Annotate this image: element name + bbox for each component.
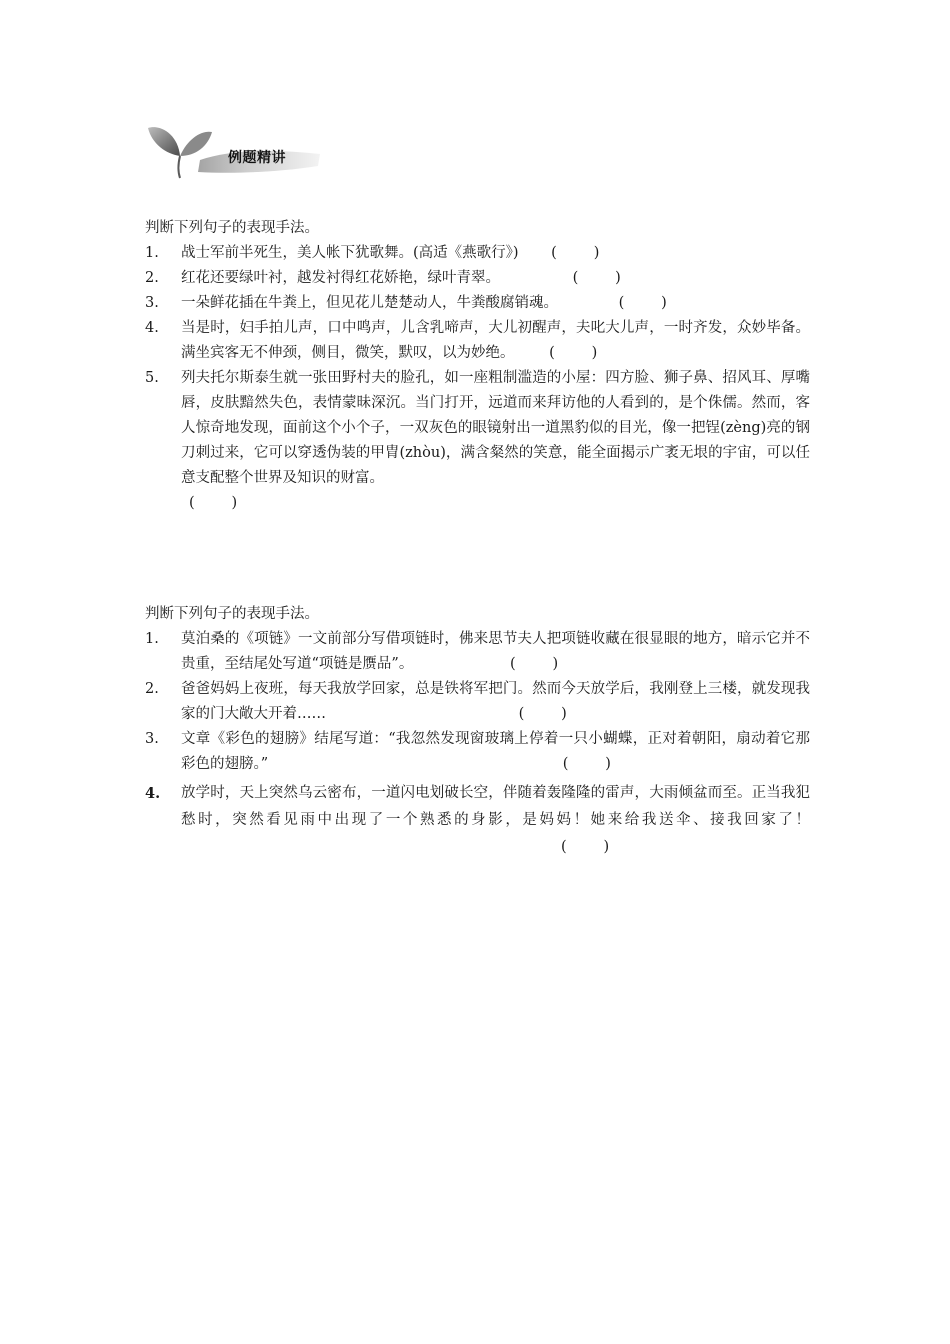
question-number: 3. — [145, 295, 159, 311]
question-text: 红花还要绿叶衬，越发衬得红花娇艳，绿叶青翠。 — [181, 270, 500, 286]
question-number: 2. — [145, 681, 159, 697]
question-number: 1. — [145, 245, 159, 261]
question-item — [145, 366, 810, 516]
question-text: 当是时，妇手拍儿声，口中鸣声，儿含乳啼声，大儿初醒声，夫叱大儿声，一时齐发，众妙毕备。满坐宾客无不伸颈，侧目，微笑，默叹，以为妙绝。 — [181, 320, 810, 361]
example-section-1 — [145, 216, 810, 516]
question-number: 1. — [145, 631, 159, 647]
question-number: 4. — [145, 320, 159, 336]
header-title: 例题精讲 — [228, 150, 286, 166]
question-item — [145, 291, 810, 316]
answer-blank[interactable]: ( ) — [561, 839, 610, 855]
question-text: 战士军前半死生，美人帐下犹歌舞。(高适《燕歌行》) — [181, 245, 519, 261]
answer-blank[interactable]: ( ) — [189, 495, 238, 511]
question-number: 2. — [145, 270, 159, 286]
question-item — [145, 780, 810, 861]
question-text: 列夫托尔斯泰生就一张田野村夫的脸孔，如一座粗制滥造的小屋：四方脸、狮子鼻、招风耳、厚嘴唇，皮肤黯然失色，表情蒙昧深沉。当门打开，远道而来拜访他的人看到的，是个侏儒。然而，客人惊奇地发现，面前这个小个子，一双灰色的眼镜射出一道黑豹似的目光，像一把锃(zèng)亮的钢刀刺过来，它可以穿透伪装的甲胄(zhòu)，满含粲然的笑意，能全面揭示广袤无垠的宇宙，可以任意支配整个世界及知识的财富。 — [181, 370, 810, 486]
answer-blank[interactable]: ( ) — [509, 656, 559, 672]
question-item — [145, 316, 810, 366]
answer-blank[interactable]: ( ) — [518, 706, 567, 722]
question-item — [145, 627, 810, 677]
answer-blank[interactable]: ( ) — [618, 295, 667, 311]
question-number: 3. — [145, 731, 159, 747]
question-text: 一朵鲜花插在牛粪上，但见花儿楚楚动人，牛粪酸腐销魂。 — [181, 295, 558, 311]
question-item — [145, 727, 810, 777]
example-section-2 — [145, 602, 810, 861]
section-title: 判断下列句子的表现手法。 — [145, 220, 319, 236]
question-item — [145, 241, 810, 266]
section-header-banner — [140, 120, 325, 182]
question-text: 文章《彩色的翅膀》结尾写道：“我忽然发现窗玻璃上停着一只小蝴蝶，正对着朝阳，扇动着它那彩色的翅膀。” — [181, 731, 810, 772]
answer-blank[interactable]: ( ) — [562, 756, 611, 772]
question-item — [145, 677, 810, 727]
answer-blank[interactable]: ( ) — [549, 345, 598, 361]
question-item — [145, 266, 810, 291]
answer-blank[interactable]: ( ) — [551, 245, 600, 261]
question-text: 爸爸妈妈上夜班，每天我放学回家，总是铁将军把门。然而今天放学后，我刚登上三楼，就发现我家的门大敞大开着…… — [181, 681, 810, 722]
section-title: 判断下列句子的表现手法。 — [145, 606, 319, 622]
question-text: 莫泊桑的《项链》一文前部分写借项链时，佛来思节夫人把项链收藏在很显眼的地方，暗示它并不贵重，至结尾处写道“项链是赝品”。 — [181, 631, 810, 672]
question-number: 5. — [145, 370, 159, 386]
question-text: 放学时，天上突然乌云密布，一道闪电划破长空，伴随着轰隆隆的雷声，大雨倾盆而至。正当我犯愁时，突然看见雨中出现了一个熟悉的身影，是妈妈！她来给我送伞、接我回家了！ — [181, 785, 810, 828]
answer-blank[interactable]: ( ) — [572, 270, 621, 286]
question-number: 4. — [145, 785, 161, 802]
